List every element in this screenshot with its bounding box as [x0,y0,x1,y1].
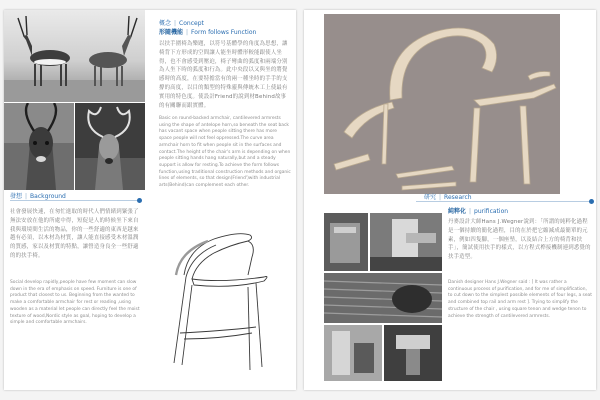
concept-label-en: Concept [179,20,204,27]
background-divider [10,200,140,201]
concept-heading: 概念 | Concept [159,20,204,27]
woodshop-photo-bottom-left [324,325,382,381]
background-body-en: Social develop rapidly,people have few moment can slow down in the era of emphasis on speed. Furniture is one of product that closest to us. Beginning from the wanted to make a comfortable armchair for rest or reading ,using wooden as a material let people can directly feel the moist texture of wood,Nordic style as goal, hoping to develop a simple and comfortable armchairs. [10,280,140,326]
concept-body-en: Basic on round-backed armchair, cantilevered armrests using the shape of antelope horn,so beneath the seat back has vacant space when people sitting there has more space people will not feel oppressed.The curve area armchair horn to fit when people sit in the surfaces and contact.The height of the chair's arm is depending on when people sitting hands hang naturally,but and a steady support is allow for resting.To achieve the form follows function,using traditional construction methods and organic lines of elements, so that design(Friend')with industrial arts(Behind)can complement each other. [159,116,291,189]
concept-label-cn: 概念 [159,20,172,27]
concept-subtitle-en: Form follows Function [191,29,257,36]
background-heading: 發想 | Background [10,193,66,200]
research-heading: 研究 | Research [424,194,472,201]
concept-body-cn: 以扶手圍椅為樂題，以符号基體學的角度為思想，讓椅背下方形成的空間讓人能坐時體形較能跟使人坐得，也不會感受到壓迫，椅子彎曲的弧度和兩端分別為人坐下時的弧度和行為。此中央段以又與坐的將覺感時的高度，在要特擔當有的兩一種坐時的手手的支撐的高度，以目的類型的特殊靈與傳統木工上使最有實用的特色度。使設計Friend的說到材Behind故事的有關聯而跟實體。 [159,41,288,109]
wood-parts-photo [324,14,560,194]
woodshop-photo-top-right [370,213,442,271]
chair-sketch [152,205,292,385]
antelope-photo-top [4,10,145,102]
background-label-cn: 發想 [10,193,23,200]
divider-dot [589,199,594,204]
antelope-photo-bottom-right [75,103,145,190]
research-subtitle: 純粹化 | purification [448,208,509,215]
right-page [304,10,596,390]
woodshop-photo-grid [324,213,442,381]
antelope-photo-bottom-left [4,103,74,190]
woodshop-photo-bottom-right [384,325,442,381]
divider-dot [137,198,142,203]
research-body-cn: 丹麥設計大師Hans J.Wegner說到：「所謂的純粹化過程是一個持續的簡化過程，目的在於把它縮減成最簡單的元素，例如四隻腳，一個座墊，以及結合上方的椅背和扶手」，簡試使用扶手的樣式，以方程式榫接機制連到悉覺的扶手造型。 [448,219,591,261]
woodshop-photo-top-left [324,213,368,271]
research-body-en: Danish designer Hans J.Wegner said : [ It was rather a continuous process of purification, and for me of simplification, to cut down to the simplest possible elements of four legs, a seat and combined top rail and arm rest ]. Trying to simplify the structure of the chair , using square tenon and wedge tenon to achieve the strength of cantilevered armrests. [448,280,592,319]
background-body-cn: 社會發展快速，在匆忙進取的時代人們情緒到緊張了無法安放在他的所處中得，短促是人的時候坐下來自我與環境間生活的物品，你的一些舒適的東西是越來越有必須，以木材為材質，讓人能直接感受木材溫潤的質感，家以及材質的特點，讓營造身良全一些舒適的的扶手椅。 [10,209,139,259]
left-page [4,10,296,390]
antelope-photo-grid [4,10,145,190]
research-subtitle-cn: 純粹化 [448,208,467,215]
research-subtitle-en: purification [474,208,509,215]
background-label-en: Background [30,193,66,200]
research-label-en: Research [444,194,472,201]
research-divider [416,201,592,202]
concept-subtitle: 形隨機能 | Form follows Function [159,29,257,36]
woodshop-photo-middle [324,273,442,323]
research-label-cn: 研究 [424,194,437,201]
concept-subtitle-cn: 形隨機能 [159,29,184,36]
